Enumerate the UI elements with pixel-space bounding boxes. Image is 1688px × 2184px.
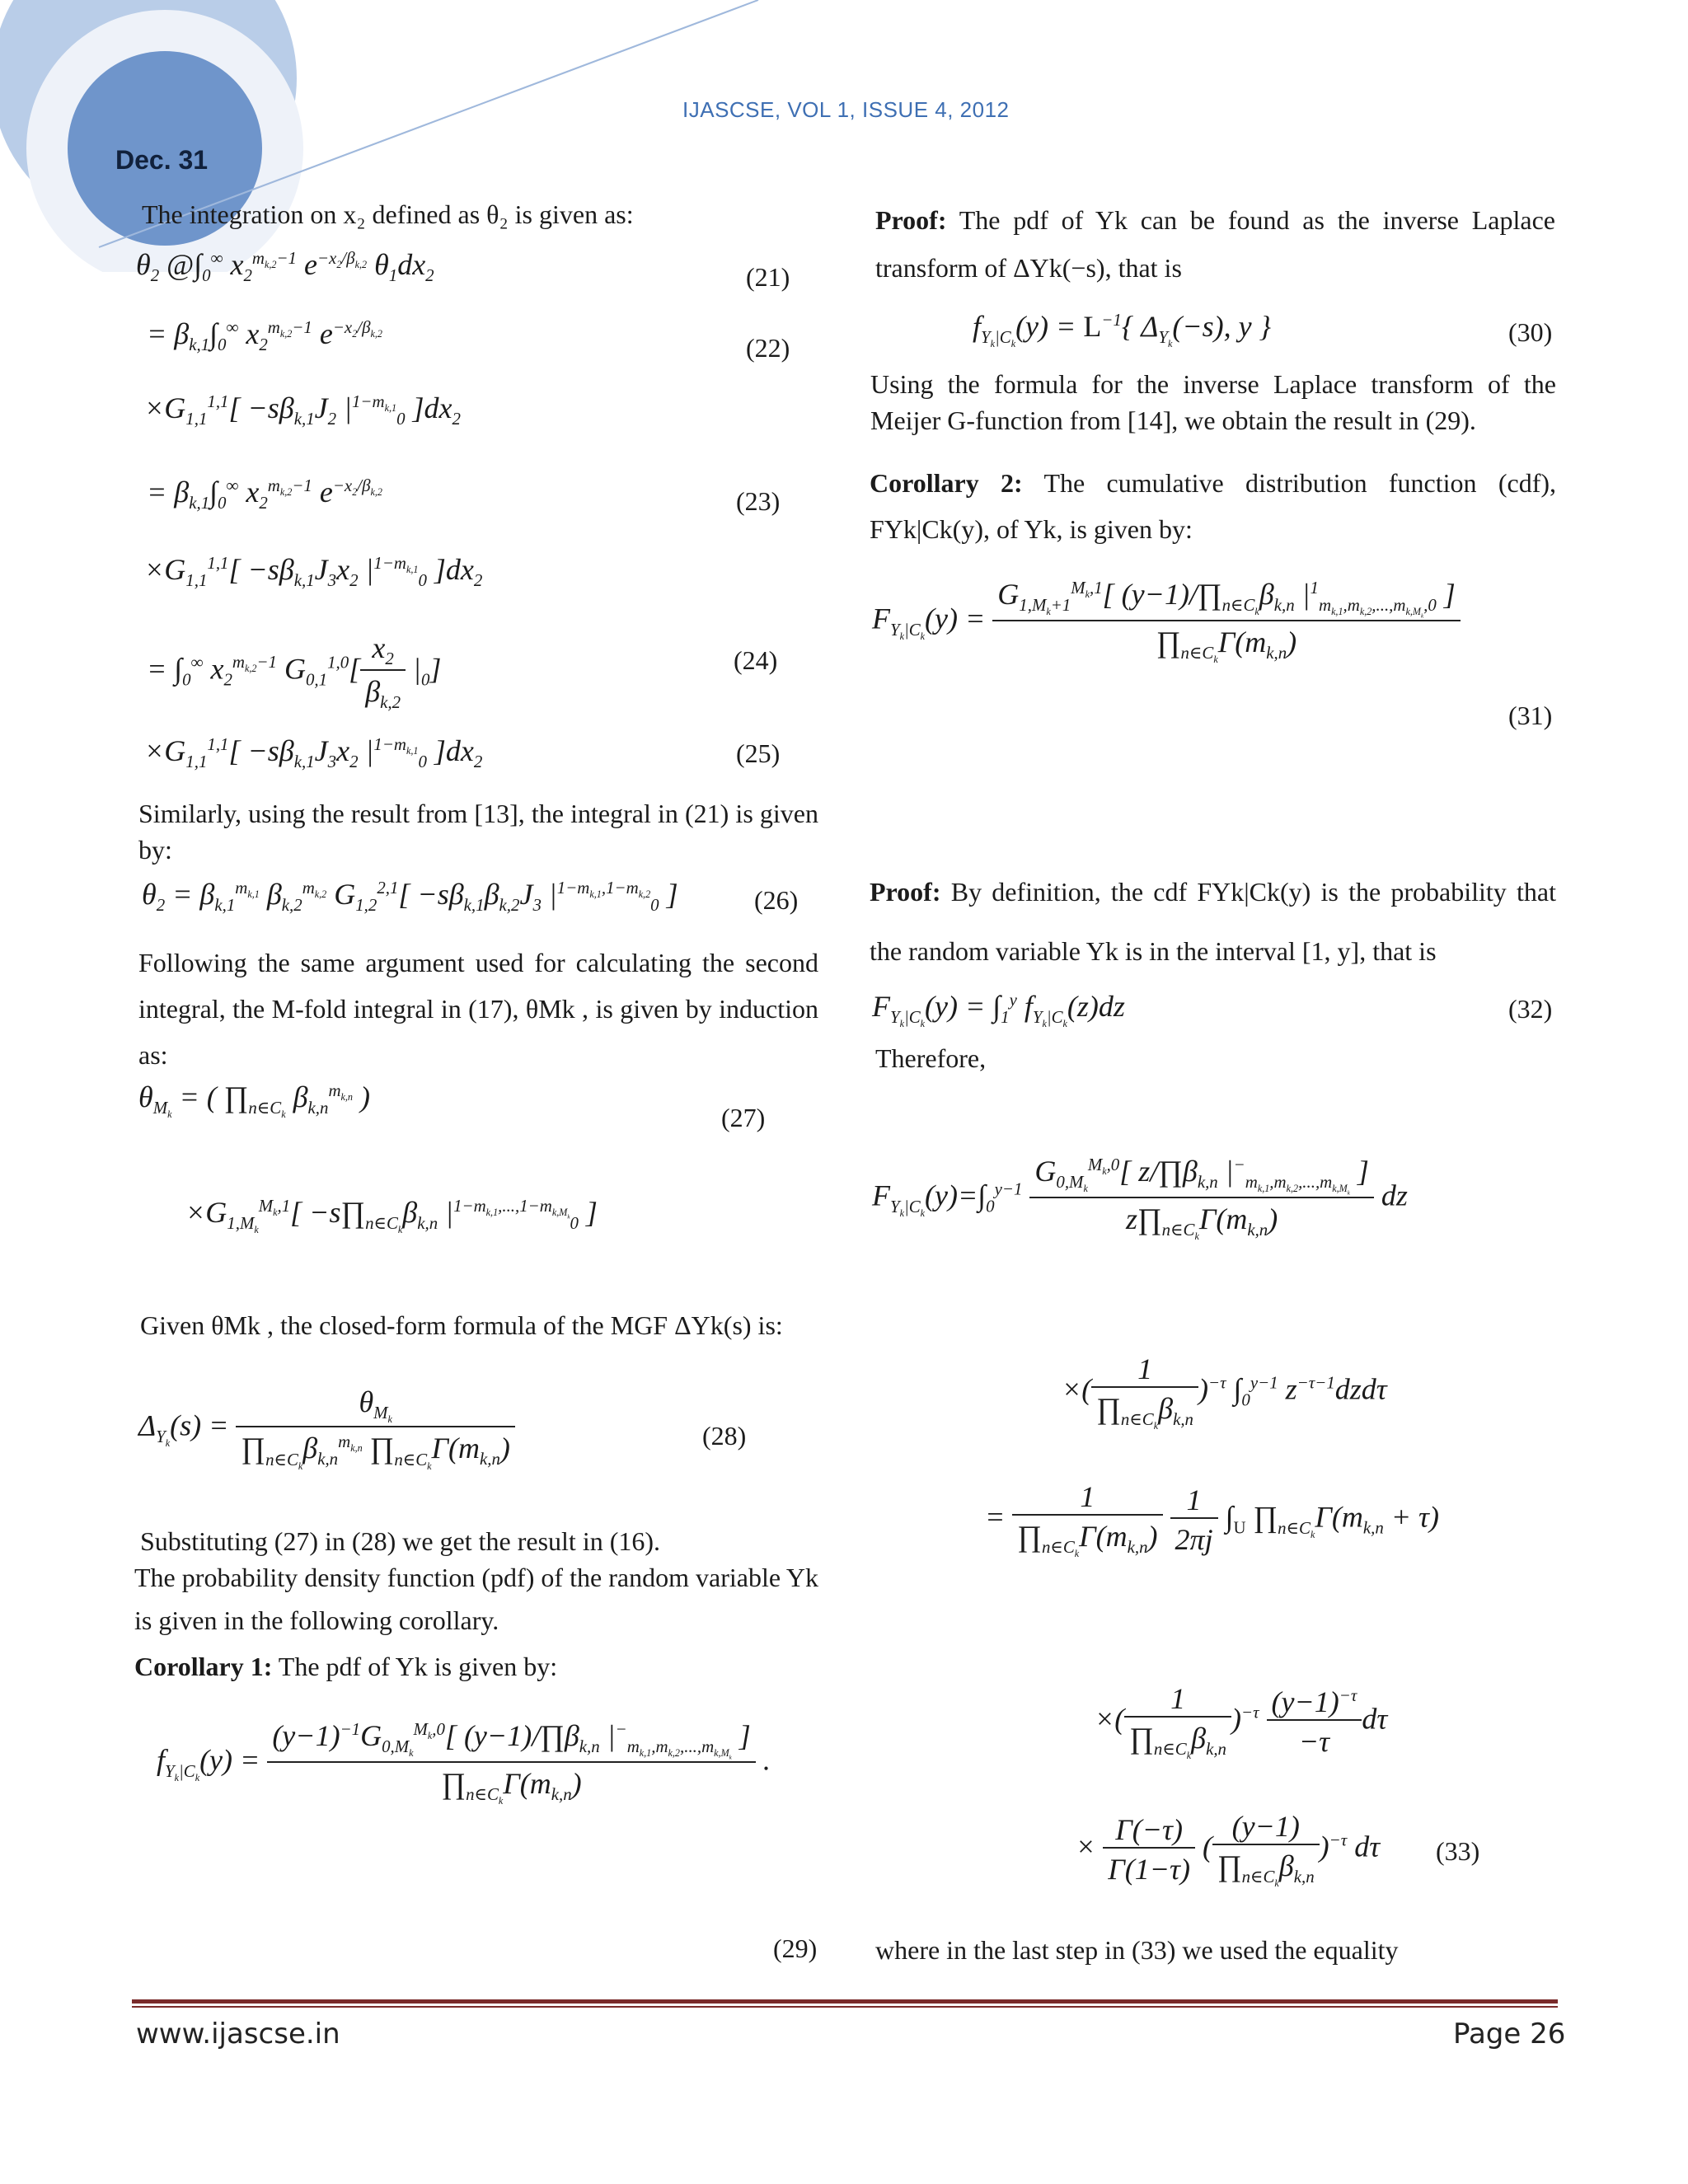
- right-proof-1: [875, 196, 1555, 292]
- equation-24: = $\int_0^\infty$ $x_2^{m_{k,2}-1}$ $G_{0,1}^{1,0}$[ $\frac{x_2}{\beta_{k,2}}$ $|_0$]: [147, 631, 442, 713]
- equation-33-integral: $F_{Y_k|C_k}(y)=\int_0^{y-1}$ $\frac{G_{0,M_k}^{M_k,0}[ z/\prod\beta_{k,n} |^-_{m_{k,1},m_{k,2},...,m_{k,M_k}} ]}{z\prod_{n\in C_k}\Gamma(m_{k,n})}$ dz: [872, 1155, 1408, 1243]
- footer-page-number: Page 26: [1453, 2018, 1566, 2050]
- footer-rule-thick: [132, 1999, 1558, 2004]
- eq-number-29: (29): [773, 1933, 818, 1963]
- right-using-formula: Using the formula for the inverse Laplace transform of the Meijer G-function from [14], we obtain the result in (29).: [870, 369, 1556, 435]
- corollary-1-label: Corollary 1:: [134, 1652, 273, 1681]
- eq-number-33: (33): [1436, 1836, 1480, 1866]
- left-pdf-intro: The probability density function (pdf) of the random variable Yk is given in the following corollary.: [134, 1563, 818, 1635]
- right-proof-2: [870, 862, 1556, 981]
- equation-26: $\theta_2 = \beta_{k,1}^{m_{k,1}}$ $\beta_{k,2}^{m_{k,2}}$ $G_{1,2}^{2,1}[ -s\beta_{k,1}\beta_{k,2}J_3$ $|^{1-m_{k,1},1-m_{k,2}}_0$ ]: [142, 878, 678, 916]
- eq-number-23: (23): [736, 486, 781, 516]
- equation-33-step2: = $\frac{1}{\prod_{n\in C_k}\Gamma(m_{k,n})}$ $\frac{1}{2\pi j}$ $\int_U$ $\prod_{n\in C_k}\Gamma(m_{k,n} + \tau)$: [985, 1480, 1439, 1560]
- equation-27: $\theta_{M_k}$ = ( $\prod_{n\in C_k}$ $\beta_{k,n}^{m_{k,n}}$ ): [138, 1080, 370, 1121]
- right-last-step: where in the last step in (33) we used the equality: [875, 1935, 1399, 1965]
- eq-number-28: (28): [702, 1421, 747, 1451]
- corollary-1: [134, 1648, 557, 1685]
- eq-number-22: (22): [746, 333, 790, 363]
- equation-28: $\Delta_{Y_k}(s)$ = $\frac{\theta_{M_k}}{\prod_{n\in C_k}\beta_{k,n}^{m_{k,n}} \prod_{n\in C_k}\Gamma(m_{k,n})}$: [138, 1385, 515, 1473]
- footer-website[interactable]: www.ijascse.in: [136, 2018, 340, 2050]
- left-similarly: Similarly, using the result from [13], the integral in (21) is given by:: [138, 799, 818, 865]
- equation-30: $f_{Y_k|C_k}(y) = L^{-1}${ $\Delta_{Y_k}(-s)$, y }: [973, 310, 1272, 350]
- eq-number-25: (25): [736, 738, 781, 768]
- corollary-2: [870, 460, 1556, 552]
- equation-33-step1: ×( $\frac{1}{\prod_{n\in C_k}\beta_{k,n}}$ )$^{-\tau}$ $\int_0^{y-1}$ $z^{-\tau-1}dzd\tau$: [1062, 1352, 1387, 1432]
- right-therefore: Therefore,: [875, 1043, 987, 1073]
- left-intro: The integration on x₂ defined as θ₂ is given as:: [142, 199, 634, 229]
- equation-33-step4: × $\frac{\Gamma(-\tau)}{\Gamma(1-\tau)}$ ( $\frac{(y-1)}{\prod_{n\in C_k}\beta_{k,n}}$ )$^{-\tau}$ dτ: [1076, 1810, 1381, 1890]
- eq-number-26: (26): [754, 885, 799, 915]
- equation-23: = $\beta_{k,1}\int_0^\infty$ $x_2^{m_{k,2}-1}$ $e^{-x_2/\beta_{k,2}}$: [147, 476, 382, 513]
- corollary-2-text: The cumulative distribution function (cdf), FYk|Ck(y), of Yk, is given by:: [870, 468, 1557, 544]
- proof-2-label: Proof:: [870, 877, 941, 907]
- footer-rule-thin: [132, 2006, 1558, 2008]
- equation-32: $F_{Y_k|C_k}(y) = \int_1^y$ $f_{Y_k|C_k}(z)dz$: [872, 990, 1125, 1030]
- equation-21: $\theta_2$ $@\int_0^\infty$ $x_2^{m_{k,2}-1}$ $e^{-x_2/\beta_{k,2}}$ $\theta_1dx_2$: [136, 248, 434, 286]
- proof-2-text: By definition, the cdf FYk|Ck(y) is the probability that the random variable Yk is in the interval [1, y], that is: [870, 877, 1557, 966]
- equation-22b: $\times G_{1,1}^{1,1}[ -s\beta_{k,1}J_2$ $|^{1-m_{k,1}}_0$ ]$dx_2$: [144, 391, 461, 429]
- left-substituting: Substituting (27) in (28) we get the result in (16).: [140, 1526, 661, 1556]
- corollary-2-label: Corollary 2:: [870, 468, 1023, 498]
- equation-29: $f_{Y_k|C_k}(y)$ = $\frac{(y-1)^{-1}G_{0,M_k}^{M_k,0}[ (y-1)/\prod\beta_{k,n} |^-_{m_{k,1},m_{k,2},...,m_{k,M_k}} ]}{\prod_{n\in C_k}\Gamma(m_{k,n})}$ .: [157, 1719, 771, 1807]
- proof-1-text: The pdf of Yk can be found as the inverse Laplace transform of ΔYk(−s), that is: [875, 205, 1556, 283]
- eq-number-24: (24): [734, 645, 778, 675]
- date-label: Dec. 31: [115, 145, 209, 175]
- equation-22: = $\beta_{k,1}\int_0^\infty$ $x_2^{m_{k,2}-1}$ $e^{-x_2/\beta_{k,2}}$: [147, 317, 382, 355]
- eq-number-32: (32): [1508, 994, 1553, 1024]
- equation-23b: $\times G_{1,1}^{1,1}[ -s\beta_{k,1}J_3x_2$ $|^{1-m_{k,1}}_0$ ]$dx_2$: [144, 553, 483, 591]
- corollary-1-text: The pdf of Yk is given by:: [278, 1652, 558, 1681]
- left-following: Following the same argument used for calculating the second integral, the M-fold integral in (17), θMk , is given by induction as:: [138, 948, 818, 1070]
- equation-33-step3: ×( $\frac{1}{\prod_{n\in C_k}\beta_{k,n}}$ )$^{-\tau}$ $\frac{(y-1)^{-\tau}}{-\tau}$ dτ: [1095, 1682, 1388, 1762]
- journal-header: IJASCSE, VOL 1, ISSUE 4, 2012: [682, 97, 1010, 122]
- eq-number-27: (27): [721, 1103, 766, 1132]
- proof-1-label: Proof:: [875, 205, 947, 235]
- left-given-theta: Given θMk , the closed-form formula of the MGF ΔYk(s) is:: [140, 1310, 783, 1340]
- equation-25: $\times G_{1,1}^{1,1}[ -s\beta_{k,1}J_3x_2$ $|^{1-m_{k,1}}_0$ ]$dx_2$: [144, 734, 483, 772]
- equation-31: $F_{Y_k|C_k}(y)$ = $\frac{G_{1,M_k+1}^{M_k,1}[ (y-1)/\prod_{n\in C_k}\beta_{k,n} |^1_{m_{k,1},m_{k,2},...,m_{k,M_k},0} ]}{\prod_{n\in C_k}\Gamma(m_{k,n})}$: [872, 577, 1461, 666]
- eq-number-31: (31): [1508, 701, 1553, 730]
- eq-number-21: (21): [746, 262, 790, 292]
- equation-27b: $\times G_{1,M_k}^{M_k,1}$[ $-s\prod_{n\in C_k}\beta_{k,n}$ $|^{1-m_{k,1},...,1-m_{k,M_k}}_0$ ]: [185, 1196, 598, 1236]
- eq-number-30: (30): [1508, 317, 1553, 347]
